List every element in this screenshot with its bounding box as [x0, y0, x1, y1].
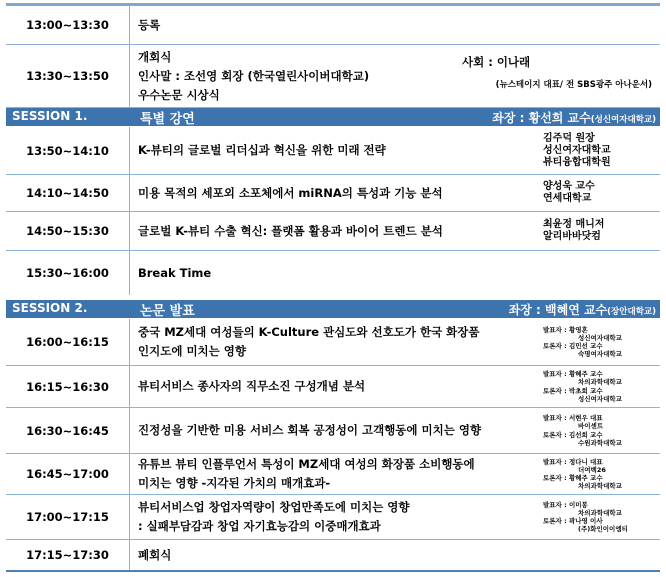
- mc-name: 사회 : 이나래: [462, 55, 531, 69]
- schedule-row: [6, 319, 660, 366]
- session-id: SESSION 2.: [12, 301, 88, 315]
- schedule-row: [6, 212, 660, 251]
- row-title-line: 뷰티서비스업 창업자역량이 창업만족도에 미치는 영향: [138, 500, 410, 514]
- session-title: 특별 강연: [140, 112, 195, 127]
- presenter-affiliation: 바이센트: [578, 422, 604, 431]
- discussant-line: 토론자 : 김민선 교수: [543, 342, 603, 350]
- row-title-line: 유튜브 뷰티 인플루언서 특성이 MZ세대 여성의 화장품 소비행동에: [138, 457, 475, 471]
- row-content: [138, 540, 171, 570]
- speaker-line: 연세대학교: [543, 193, 592, 204]
- row-time: 16:00~16:15: [6, 319, 130, 365]
- session-chair: 좌장 : 황선희 교수(성신여자대학교): [492, 111, 656, 125]
- discussant-line: 토론자 : 황혜주 교수: [543, 474, 603, 482]
- row-title: 미용 목적의 세포외 소포체에서 miRNA의 특성과 기능 분석: [138, 185, 443, 200]
- presenter-line: 발표자 : 서현우 대표: [543, 414, 603, 423]
- discussant-affiliation: 숙명여자대학교: [578, 350, 622, 359]
- row-time: 13:00~13:30: [6, 6, 130, 44]
- row-time: 13:30~13:50: [6, 45, 130, 107]
- row-time: 15:30~16:00: [6, 251, 130, 295]
- row-line: 개회식: [138, 49, 172, 64]
- row-time: 14:50~15:30: [6, 212, 130, 250]
- row-time: 17:15~17:30: [6, 540, 130, 570]
- row-title: 글로벌 K-뷰티 수출 혁신: 플랫폼 활용과 바이어 트렌드 분석: [138, 223, 443, 238]
- row-title-line: : 실패부담감과 창업 자기효능감의 이중매개효과: [138, 519, 381, 533]
- schedule-row: [6, 408, 660, 454]
- row-time: 13:50~14:10: [6, 127, 130, 174]
- row-speaker: [543, 212, 604, 250]
- session-title: 논문 발표: [140, 304, 195, 319]
- speaker-line: 양성욱 교수: [543, 181, 595, 192]
- schedule-row: [6, 366, 660, 408]
- schedule-row: [6, 454, 660, 495]
- row-content: [138, 212, 443, 250]
- discussant-affiliation: (주)화인이이엠티: [578, 525, 628, 534]
- row-presenters: [543, 319, 622, 365]
- presenter-line: 발표자 : 황영혼: [543, 325, 588, 334]
- schedule-row: [6, 6, 660, 45]
- discussant-affiliation: 성신여자대학교: [578, 394, 622, 403]
- row-content: [138, 366, 365, 407]
- row-content: [138, 45, 369, 107]
- schedule-row: [6, 127, 660, 175]
- row-time: 16:45~17:00: [6, 454, 130, 494]
- schedule-row-break: [6, 251, 660, 295]
- schedule-row: [6, 495, 660, 540]
- schedule-row: [6, 175, 660, 212]
- speaker-line: 최윤정 매니저: [543, 219, 605, 230]
- row-content: [138, 251, 211, 295]
- row-title-line: 중국 MZ세대 여성들의 K-Culture 관심도와 선호도가 한국 화장품: [138, 325, 480, 339]
- row-content: [138, 408, 481, 453]
- presenter-affiliation: 성신여자대학교: [578, 333, 622, 342]
- speaker-line: 성신여자대학교: [543, 144, 611, 156]
- row-presenters: [543, 454, 622, 494]
- presenter-affiliation: 더여백26: [578, 465, 606, 474]
- row-title-line: 진정성을 기반한 미용 서비스 회복 공정성이 고객행동에 미치는 영향: [138, 423, 482, 437]
- row-presenters: [543, 495, 628, 539]
- row-content: [138, 127, 386, 174]
- mc-affiliation: (뉴스테이지 대표/ 전 SBS광주 아나운서): [495, 80, 652, 90]
- session-1-header: [6, 108, 660, 126]
- row-title-line: 미치는 영향 -지각된 가치의 매개효과-: [138, 476, 331, 490]
- session-id: SESSION 1.: [12, 109, 88, 123]
- presenter-affiliation: 차의과학대학교: [578, 378, 622, 387]
- row-title: Break Time: [138, 265, 212, 280]
- row-title-line: 뷰티서비스 종사자의 직무소진 구성개념 분석: [138, 379, 366, 393]
- row-title-line: 폐회식: [138, 547, 172, 562]
- row-title-line: 인지도에 미치는 영향: [138, 344, 246, 358]
- chair-affiliation: (성신여자대학교): [590, 115, 656, 125]
- session-2-header: [6, 300, 660, 318]
- presenter-line: 발표자 : 이미봉: [543, 500, 588, 509]
- row-content: [138, 454, 475, 494]
- row-speaker: [543, 127, 611, 174]
- discussant-line: 토론자 : 박초희 교수: [543, 386, 603, 395]
- chair-affiliation: (장안대학교): [607, 307, 656, 317]
- row-time: 14:10~14:50: [6, 175, 130, 211]
- session-chair: 좌장 : 백혜연 교수(장안대학교): [508, 303, 656, 317]
- row-content: [138, 6, 160, 44]
- speaker-line: 김주덕 원장: [543, 132, 595, 144]
- discussant-line: 토론자 : 김선희 교수: [543, 430, 603, 439]
- discussant-affiliation: 수원과학대학교: [578, 438, 622, 447]
- schedule-row-opening-ceremony: [6, 45, 660, 108]
- speaker-line: 뷰티융합대학원: [543, 156, 611, 168]
- row-content: [138, 495, 410, 539]
- row-speaker: [543, 175, 595, 211]
- row-title: 등록: [138, 17, 161, 32]
- row-time: 16:15~16:30: [6, 366, 130, 407]
- presenter-line: 발표자 : 정다니 대표: [543, 457, 603, 466]
- discussant-line: 토론자 : 곽나영 이사: [543, 517, 603, 525]
- schedule-row-closing: [6, 540, 660, 572]
- presenter-line: 발표자 : 황혜주 교수: [543, 370, 603, 379]
- row-presenters: [543, 366, 622, 407]
- discussant-affiliation: 차의과학대학교: [578, 482, 622, 491]
- presenter-affiliation: 차의과학대학교: [578, 508, 622, 517]
- row-line: 우수논문 시상식: [138, 87, 220, 102]
- row-content: [138, 319, 480, 365]
- row-line: 인사말 : 조선영 회장 (한국열린사이버대학교): [138, 68, 370, 83]
- row-content: [138, 175, 443, 211]
- row-title: K-뷰티의 글로벌 리더십과 혁신을 위한 미래 전략: [138, 143, 386, 157]
- row-time: 17:00~17:15: [6, 495, 130, 539]
- speaker-line: 알리바바닷컴: [543, 231, 601, 242]
- row-presenters: [543, 408, 622, 453]
- row-time: 16:30~16:45: [6, 408, 130, 453]
